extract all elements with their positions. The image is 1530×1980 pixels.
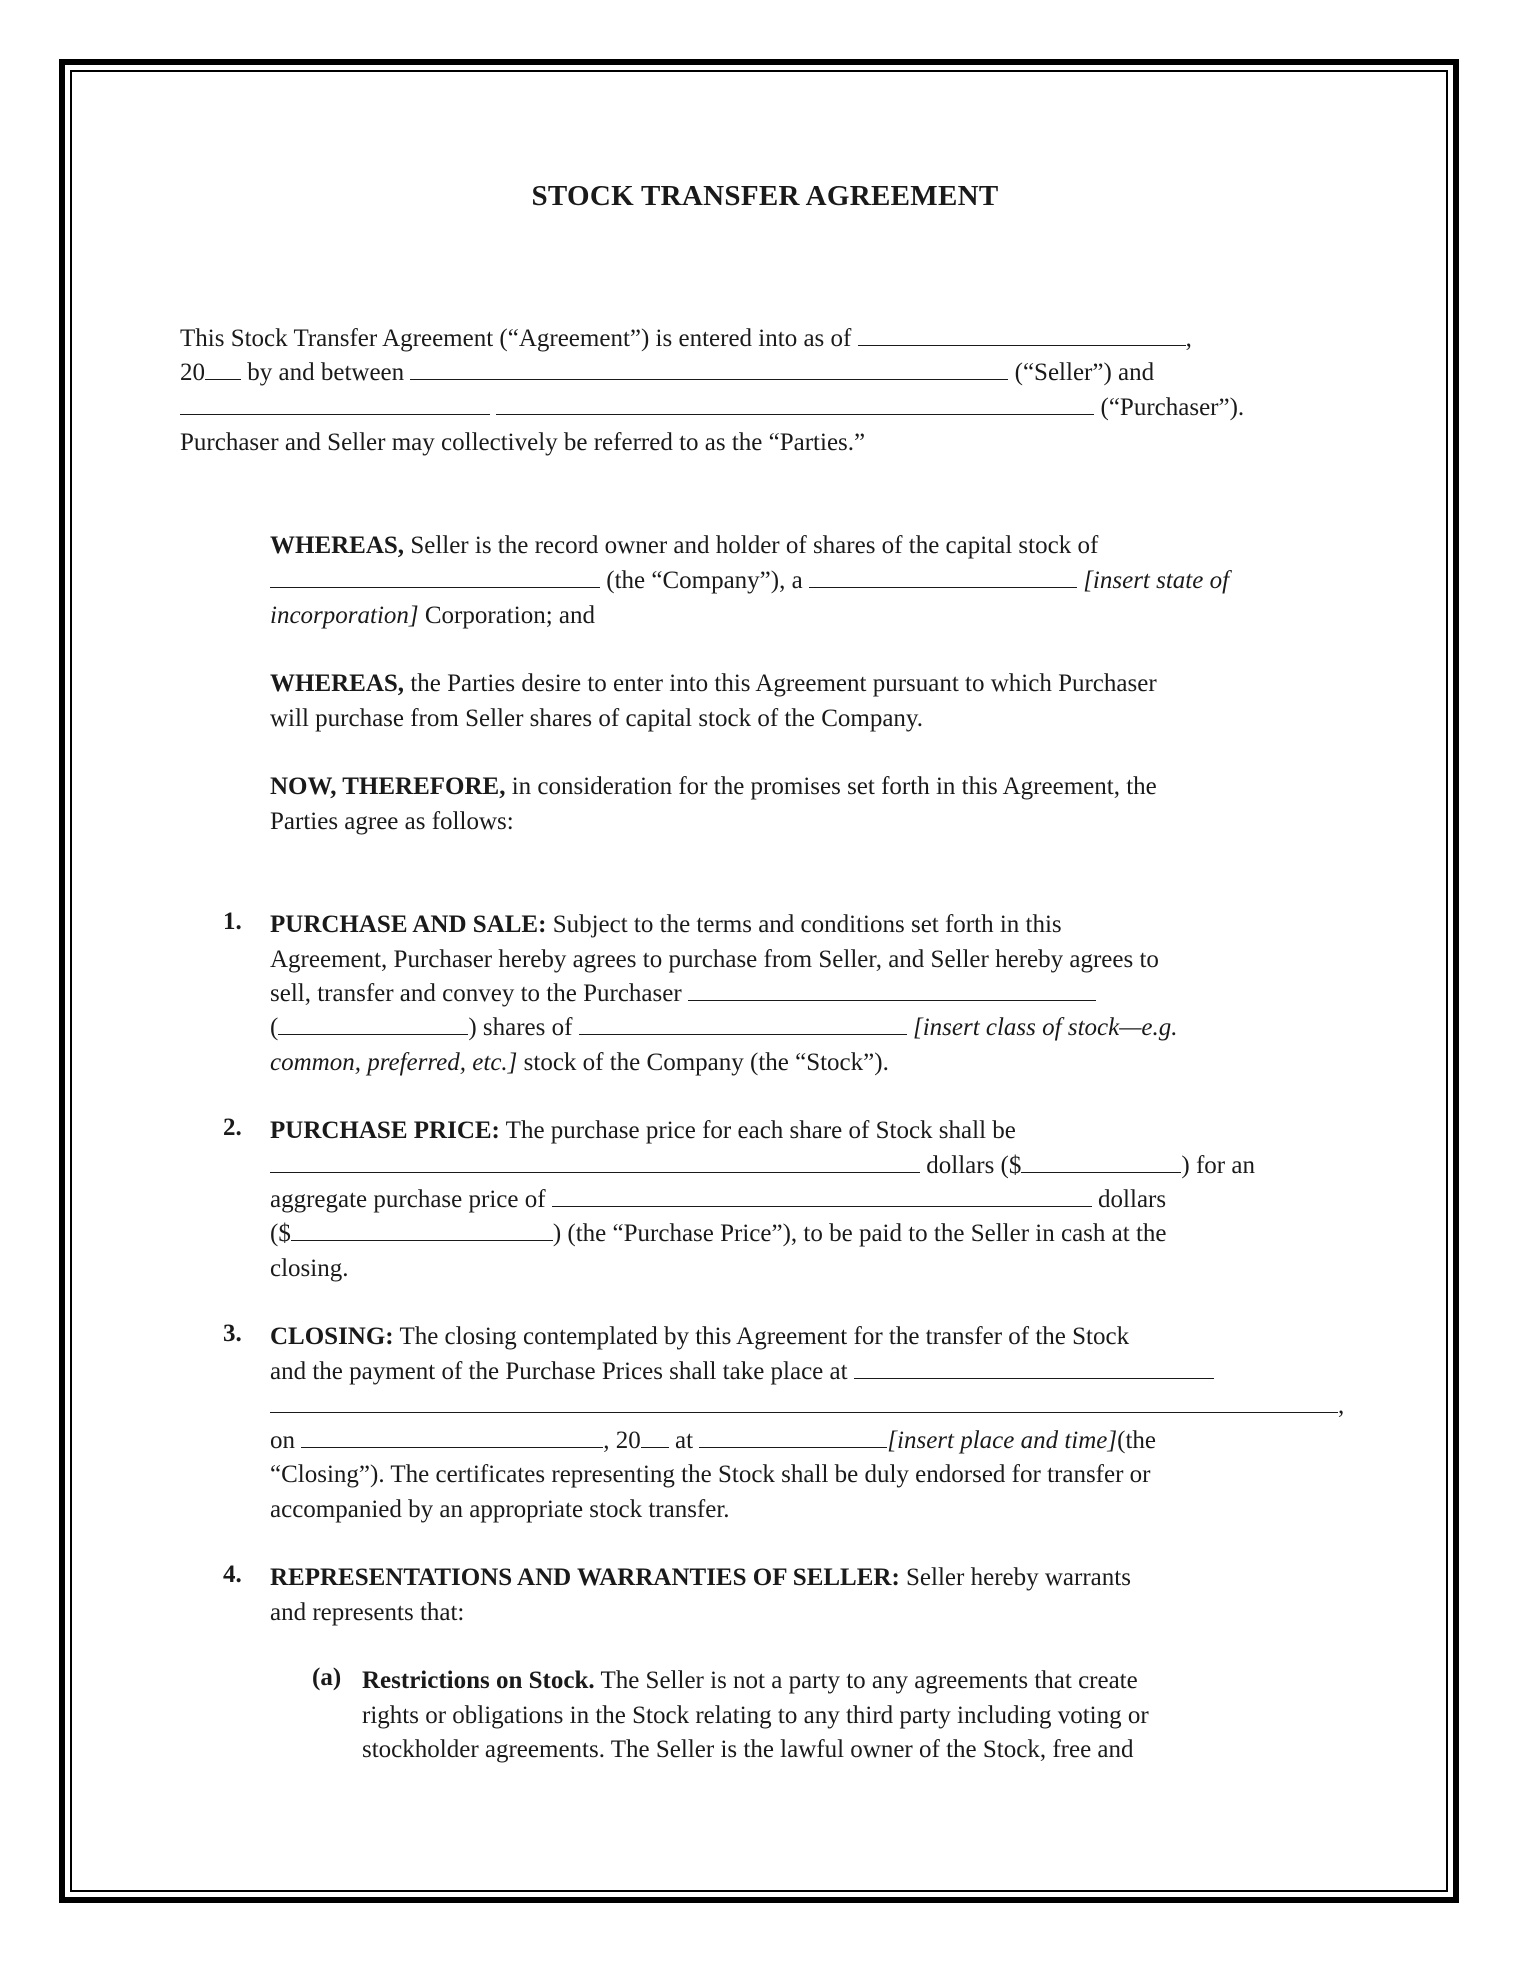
section-1-line-3: sell, transfer and convey to the Purchaser (270, 977, 1096, 1012)
section-1-number: 1. (223, 908, 242, 935)
whereas-2-line-2: will purchase from Seller shares of capital stock of the Company. (270, 705, 924, 732)
intro-line-2: 20 by and between (“Seller”) and (180, 359, 1155, 386)
whereas-2-line-1: WHEREAS, the Parties desire to enter into this Agreement pursuant to which Purchaser (270, 670, 1157, 697)
section-3-line-6: accompanied by an appropriate stock transfer. (270, 1496, 730, 1523)
stock-class-blank[interactable] (579, 1012, 907, 1035)
state-blank[interactable] (809, 565, 1077, 588)
company-name-blank[interactable] (270, 565, 600, 588)
aggregate-price-words-blank[interactable] (552, 1184, 1092, 1207)
section-4-line-2: and represents that: (270, 1599, 465, 1626)
document-title: STOCK TRANSFER AGREEMENT (531, 180, 999, 212)
closing-time-blank[interactable] (699, 1425, 887, 1448)
now-therefore-line-2: Parties agree as follows: (270, 808, 514, 835)
section-1-line-2: Agreement, Purchaser hereby agrees to purchase from Seller, and Seller hereby agrees to (270, 946, 1159, 973)
section-3-line-5: “Closing”). The certificates representing the Stock shall be duly endorsed for transfer or (270, 1461, 1151, 1488)
purchaser-blank-2[interactable] (496, 392, 1094, 415)
section-2-line-5: closing. (270, 1255, 349, 1282)
subsection-a-line-3: stockholder agreements. The Seller is the lawful owner of the Stock, free and (362, 1736, 1134, 1763)
section-1-line-5: common, preferred, etc.] stock of the Company (the “Stock”). (270, 1049, 889, 1076)
whereas-1-line-3: incorporation] Corporation; and (270, 602, 595, 629)
whereas-1-line-1: WHEREAS, Seller is the record owner and holder of shares of the capital stock of (270, 532, 1099, 559)
closing-place-blank-2[interactable] (270, 1390, 1338, 1413)
section-2-line-4: ($ ) (the “Purchase Price”), to be paid to the Seller in cash at the (270, 1220, 1167, 1247)
closing-date-blank[interactable] (301, 1425, 603, 1448)
section-3-line-3: , (270, 1389, 1344, 1424)
section-3-line-2: and the payment of the Purchase Prices shall take place at (270, 1355, 1214, 1390)
date-blank[interactable] (858, 323, 1186, 346)
section-4-number: 4. (223, 1561, 242, 1588)
price-per-share-number-blank[interactable] (1021, 1150, 1181, 1173)
section-1-line-4: ( ) shares of [insert class of stock—e.g. (270, 1014, 1178, 1041)
whereas-1-line-2: (the “Company”), a [insert state of (270, 564, 1229, 599)
section-3-line-1: CLOSING: The closing contemplated by this Agreement for the transfer of the Stock (270, 1323, 1130, 1350)
closing-year-blank[interactable] (641, 1425, 669, 1448)
section-2-number: 2. (223, 1114, 242, 1141)
section-1-line-1: PURCHASE AND SALE: Subject to the terms and conditions set forth in this (270, 911, 1062, 938)
now-therefore-line-1: NOW, THEREFORE, in consideration for the promises set forth in this Agreement, the (270, 773, 1157, 800)
subsection-a-line-1: Restrictions on Stock. The Seller is not a party to any agreements that create (362, 1667, 1138, 1694)
section-2-line-3: aggregate purchase price of dollars (270, 1186, 1167, 1213)
year-blank[interactable] (205, 357, 241, 380)
seller-name-blank[interactable] (410, 357, 1008, 380)
share-count-words-blank[interactable] (688, 978, 1096, 1001)
intro-line-1: This Stock Transfer Agreement (“Agreement”) is entered into as of , (180, 325, 1192, 352)
intro-line-3: (“Purchaser”). (180, 391, 1244, 426)
section-2-line-1: PURCHASE PRICE: The purchase price for each share of Stock shall be (270, 1117, 1016, 1144)
purchaser-blank-1[interactable] (180, 392, 490, 415)
aggregate-price-number-blank[interactable] (291, 1218, 553, 1241)
subsection-a-line-2: rights or obligations in the Stock relating to any third party including voting or (362, 1702, 1149, 1729)
subsection-a-number: (a) (312, 1664, 342, 1691)
section-4-line-1: REPRESENTATIONS AND WARRANTIES OF SELLER: Seller hereby warrants (270, 1564, 1131, 1591)
share-count-number-blank[interactable] (278, 1012, 468, 1035)
section-3-line-4: on , 20 at [insert place and time](the (270, 1427, 1157, 1454)
closing-place-blank-1[interactable] (854, 1356, 1214, 1379)
section-2-line-2: dollars ($ ) for an (270, 1149, 1255, 1184)
intro-line-4: Purchaser and Seller may collectively be referred to as the “Parties.” (180, 429, 866, 456)
price-per-share-words-blank[interactable] (270, 1150, 920, 1173)
section-3-number: 3. (223, 1320, 242, 1347)
